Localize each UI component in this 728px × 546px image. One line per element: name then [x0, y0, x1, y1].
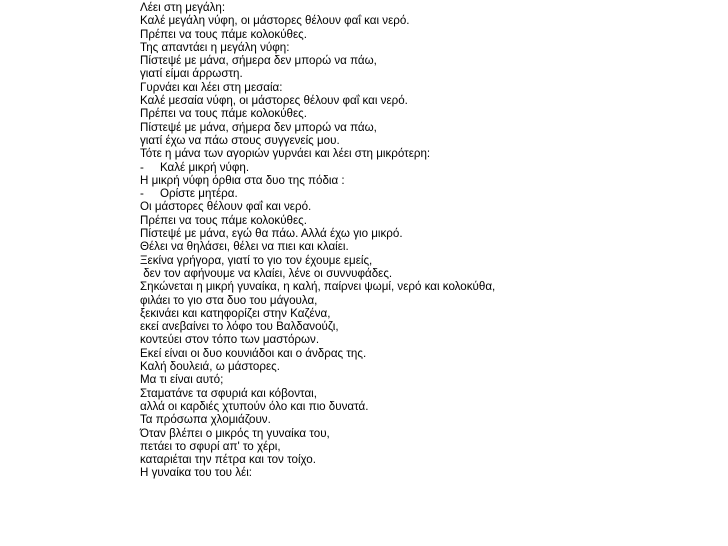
text-line: Τα πρόσωπα χλομιάζουν.	[140, 413, 271, 427]
text-line: - Καλέ μικρή νύφη.	[140, 160, 250, 174]
text-line: Ξεκίνα γρήγορα, γιατί το γιο τον έχουμε εμείς,	[140, 253, 373, 267]
text-line: γιατί έχω να πάω στους συγγενείς μου.	[140, 133, 340, 147]
text-line: Σηκώνεται η μικρή γυναίκα, η καλή, παίρνει ψωμί, νερό και κολοκύθα,	[140, 280, 496, 294]
text-line: Της απαντάει η μεγάλη νύφη:	[140, 40, 290, 54]
text-line: Καλή δουλειά, ω μάστορες.	[140, 360, 280, 374]
text-line: ξεκινάει και κατηφορίζει στην Καζένα,	[140, 306, 331, 320]
text-line: Γυρνάει και λέει στη μεσαία:	[140, 80, 283, 94]
text-line: Καλέ μεσαία νύφη, οι μάστορες θέλουν φαΐ και νερό.	[140, 94, 408, 108]
text-line: Καλέ μεγάλη νύφη, οι μάστορες θέλουν φαΐ και νερό.	[140, 14, 410, 28]
text-line: Η γυναίκα του του λέι:	[140, 466, 252, 480]
text-line: γιατί είμαι άρρωστη.	[140, 67, 243, 81]
text-line: Πρέπει να τους πάμε κολοκύθες.	[140, 27, 307, 41]
text-line: Σταματάνε τα σφυριά και κόβονται,	[140, 386, 317, 400]
text-line: Πρέπει να τους πάμε κολοκύθες.	[140, 213, 307, 227]
text-line: Τότε η μάνα των αγοριών γυρνάει και λέει στη μικρότερη:	[140, 147, 431, 161]
text-line: Εκεί είναι οι δυο κουνιάδοι και ο άνδρας της.	[140, 346, 367, 360]
text-line: Λέει στη μεγάλη:	[140, 1, 226, 14]
text-line: Όταν βλέπει ο μικρός τη γυναίκα του,	[140, 426, 330, 440]
text-line: καταριέται την πέτρα και τον τοίχο.	[140, 453, 316, 467]
document-text	[140, 1, 700, 480]
text-line: - Ορίστε μητέρα.	[140, 187, 238, 201]
text-line: πετάει το σφυρί απ' το χέρι,	[140, 439, 281, 453]
text-line: Πρέπει να τους πάμε κολοκύθες.	[140, 107, 307, 121]
text-line: Η μικρή νύφη όρθια στα δυο της πόδια :	[140, 173, 345, 187]
text-line: Μα τι είναι αυτό;	[140, 373, 224, 387]
text-line: αλλά οι καρδιές χτυπούν όλο και πιο δυνατά.	[140, 399, 369, 413]
text-line: Πίστεψέ με μάνα, σήμερα δεν μπορώ να πάω,	[140, 120, 377, 134]
text-line: Θέλει να θηλάσει, θέλει να πιει και κλαίει.	[140, 240, 349, 254]
text-line: Πίστεψέ με μάνα, εγώ θα πάω. Αλλά έχω γιο μικρό.	[140, 227, 403, 241]
text-line: φιλάει το γιο στα δυο του μάγουλα,	[140, 293, 318, 307]
text-line: Οι μάστορες θέλουν φαΐ και νερό.	[140, 200, 312, 214]
text-line: Πίστεψέ με μάνα, σήμερα δεν μπορώ να πάω,	[140, 54, 377, 68]
text-line: εκεί ανεβαίνει το λόφο του Βαλδανούζι,	[140, 320, 339, 334]
text-line: δεν τον αφήνουμε να κλαίει, λένε οι συννυφάδες.	[140, 266, 393, 280]
text-line: κοντεύει στον τόπο των μαστόρων.	[140, 333, 320, 347]
